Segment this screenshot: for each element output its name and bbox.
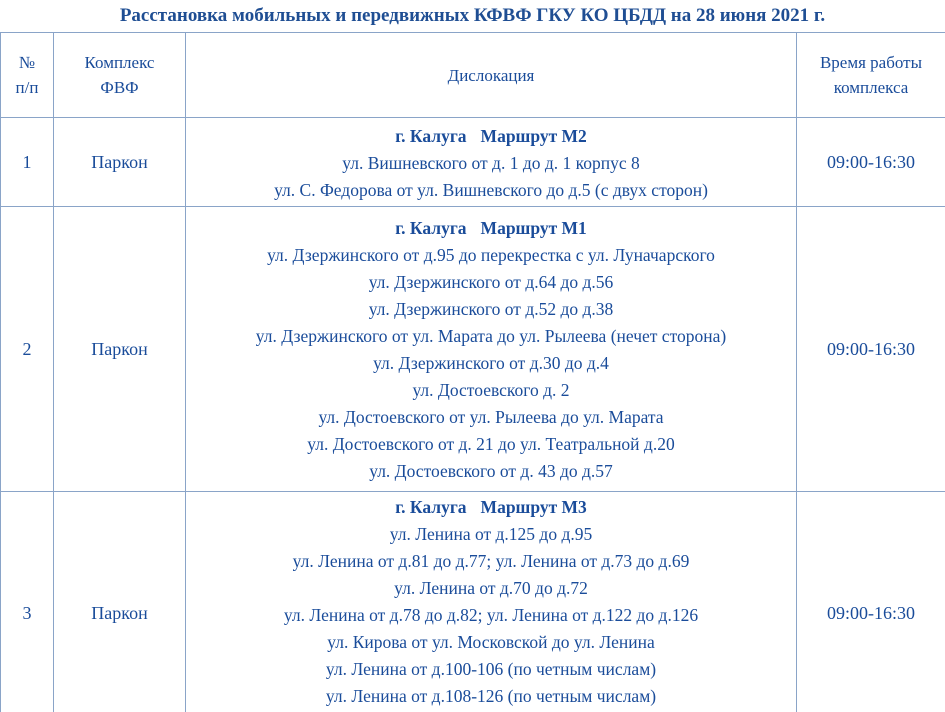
- row-location: [186, 492, 797, 712]
- row-number: 3: [1, 492, 54, 712]
- location-line: ул. Ленина от д.78 до д.82; ул. Ленина от д.122 до д.126: [283, 605, 699, 625]
- location-line: ул. Дзержинского от д.64 до д.56: [368, 272, 614, 292]
- schedule-table: [0, 32, 945, 712]
- location-line: ул. Дзержинского от д.52 до д.38: [368, 299, 614, 319]
- location-line: ул. Ленина от д.100-106 (по четным числам): [325, 659, 657, 679]
- location-route: Маршрут М3: [480, 497, 587, 517]
- header-num-line1: №: [18, 53, 36, 72]
- location-heading: [186, 123, 796, 150]
- location-line: ул. Дзержинского от д.95 до перекрестка с ул. Луначарского: [267, 245, 715, 265]
- location-line: ул. Достоевского от д. 21 до ул. Театральной д.20: [307, 434, 675, 454]
- table-row: [1, 118, 945, 207]
- location-route: Маршрут М1: [480, 218, 587, 238]
- location-line: ул. Дзержинского от ул. Марата до ул. Рылеева (нечет сторона): [255, 326, 727, 346]
- header-num: [1, 33, 54, 118]
- row-complex: Паркон: [54, 207, 186, 492]
- header-num-line2: п/п: [15, 78, 39, 97]
- row-location: [186, 207, 797, 492]
- header-time-line1: Время работы: [819, 53, 923, 72]
- header-location: Дислокация: [186, 33, 797, 118]
- location-line: ул. Достоевского от д. 43 до д.57: [369, 461, 613, 481]
- header-complex: [54, 33, 186, 118]
- document-title: Расстановка мобильных и передвижных КФВФ ГКУ КО ЦБДД на 28 июня 2021 г.: [119, 5, 826, 26]
- location-line: ул. Вишневского от д. 1 до д. 1 корпус 8: [342, 152, 640, 173]
- row-time: 09:00-16:30: [797, 207, 945, 492]
- row-complex: Паркон: [54, 118, 186, 207]
- row-complex: Паркон: [54, 492, 186, 712]
- table-row: [1, 492, 945, 712]
- location-line: ул. Кирова от ул. Московской до ул. Ленина: [327, 632, 655, 652]
- location-line: ул. Ленина от д.125 до д.95: [389, 524, 593, 544]
- header-time: [797, 33, 945, 118]
- location-line: ул. Дзержинского от д.30 до д.4: [373, 353, 609, 373]
- row-location: [186, 118, 797, 207]
- location-line: ул. Ленина от д.70 до д.72: [394, 578, 588, 598]
- location-city: г. Калуга: [395, 125, 467, 146]
- header-time-line2: комплекса: [833, 78, 909, 97]
- location-route: Маршрут М2: [480, 125, 587, 146]
- location-city: г. Калуга: [395, 497, 467, 517]
- location-line: ул. Ленина от д.81 до д.77; ул. Ленина от д.73 до д.69: [292, 551, 690, 571]
- location-line: ул. Достоевского д. 2: [412, 380, 570, 400]
- row-number: 1: [1, 118, 54, 207]
- table-row: [1, 207, 945, 492]
- row-time: 09:00-16:30: [797, 492, 945, 712]
- header-complex-line2: ФВФ: [100, 78, 139, 97]
- header-complex-line1: Комплекс: [84, 53, 155, 72]
- location-heading: [186, 494, 796, 521]
- location-line: ул. Достоевского от ул. Рылеева до ул. Марата: [318, 407, 664, 427]
- location-heading: [186, 215, 796, 242]
- location-line: ул. С. Федорова от ул. Вишневского до д.5 (с двух сторон): [274, 179, 708, 200]
- location-line: ул. Ленина от д.108-126 (по четным числам): [325, 686, 657, 706]
- row-number: 2: [1, 207, 54, 492]
- location-city: г. Калуга: [395, 218, 467, 238]
- table-header-row: [1, 33, 945, 118]
- row-time: 09:00-16:30: [797, 118, 945, 207]
